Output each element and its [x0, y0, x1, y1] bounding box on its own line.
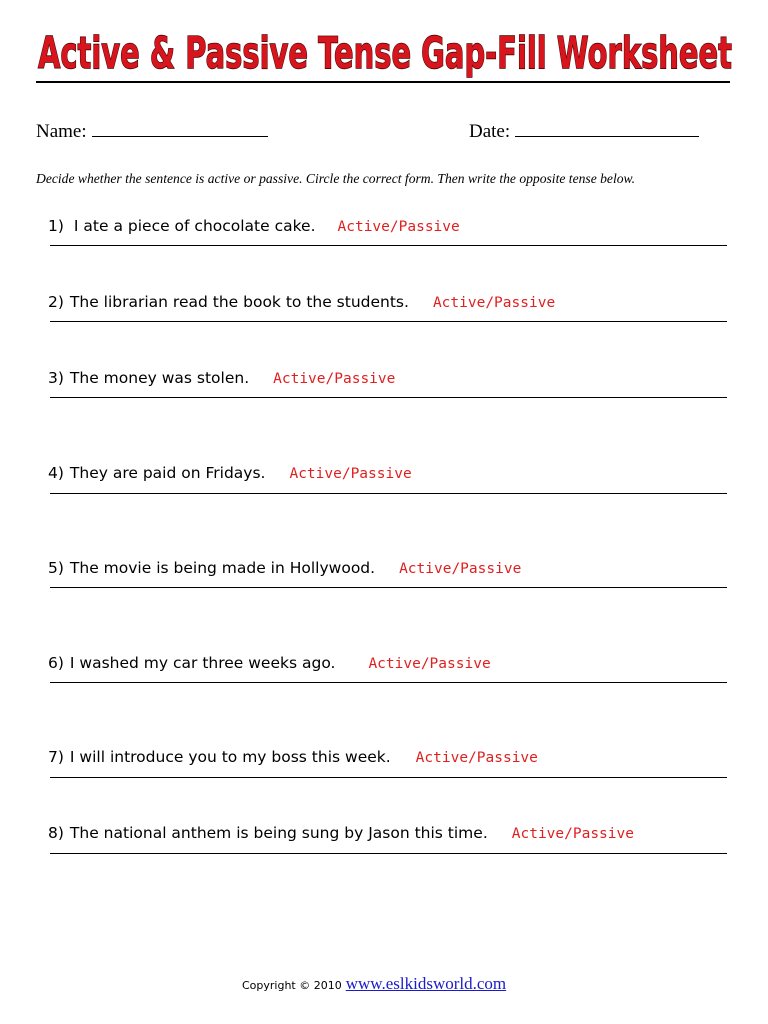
question-number: 8) — [48, 824, 64, 842]
question-1 — [48, 217, 460, 235]
copyright-footer — [242, 974, 506, 994]
question-3 — [48, 369, 395, 387]
name-field — [36, 119, 268, 143]
active-passive-choice[interactable]: Active/Passive — [337, 219, 460, 235]
question-number: 4) — [48, 464, 64, 482]
instructions: Decide whether the sentence is active or passive. Circle the correct form. Then write the opposite tense below. — [36, 171, 635, 186]
title-graphic — [36, 24, 736, 78]
answer-line-2[interactable] — [50, 321, 727, 322]
question-2 — [48, 293, 555, 311]
question-number: 2) — [48, 293, 64, 311]
name-label: Name: — [36, 121, 87, 142]
question-text: I will introduce you to my boss this week. — [69, 748, 391, 766]
answer-line-6[interactable] — [50, 682, 727, 683]
question-text: They are paid on Fridays. — [69, 464, 266, 482]
worksheet-title — [36, 24, 736, 78]
answer-line-1[interactable] — [50, 245, 727, 246]
name-blank[interactable] — [92, 119, 268, 137]
question-text: I washed my car three weeks ago. — [69, 654, 336, 672]
active-passive-choice[interactable]: Active/Passive — [368, 656, 491, 672]
date-label: Date: — [469, 121, 511, 142]
question-4 — [48, 464, 412, 482]
question-text: The librarian read the book to the students. — [69, 293, 409, 311]
answer-line-7[interactable] — [50, 777, 727, 778]
answer-line-4[interactable] — [50, 493, 727, 494]
copyright-text: Copyright © 2010 — [242, 979, 342, 992]
active-passive-choice[interactable]: Active/Passive — [415, 750, 538, 766]
active-passive-choice[interactable]: Active/Passive — [399, 561, 522, 577]
question-number: 7) — [48, 748, 64, 766]
question-5 — [48, 559, 521, 577]
question-text: I ate a piece of chocolate cake. — [73, 217, 316, 235]
answer-line-3[interactable] — [50, 397, 727, 398]
title-text: Active & Passive Tense Gap-Fill Worksheet — [38, 28, 732, 78]
question-number: 6) — [48, 654, 64, 672]
question-number: 5) — [48, 559, 64, 577]
question-text: The movie is being made in Hollywood. — [69, 559, 376, 577]
question-number: 1) — [48, 217, 64, 235]
question-number: 3) — [48, 369, 64, 387]
question-6 — [48, 654, 491, 672]
answer-line-5[interactable] — [50, 587, 727, 588]
answer-line-8[interactable] — [50, 853, 727, 854]
active-passive-choice[interactable]: Active/Passive — [511, 826, 634, 842]
question-text: The national anthem is being sung by Jason this time. — [69, 824, 488, 842]
date-field — [469, 119, 699, 143]
active-passive-choice[interactable]: Active/Passive — [289, 466, 412, 482]
title-rule — [36, 81, 730, 83]
question-8 — [48, 824, 634, 842]
website-link[interactable]: www.eslkidsworld.com — [345, 974, 507, 993]
question-7 — [48, 748, 538, 766]
active-passive-choice[interactable]: Active/Passive — [432, 295, 556, 311]
question-text: The money was stolen. — [69, 369, 250, 387]
active-passive-choice[interactable]: Active/Passive — [273, 371, 396, 387]
date-blank[interactable] — [515, 119, 699, 137]
